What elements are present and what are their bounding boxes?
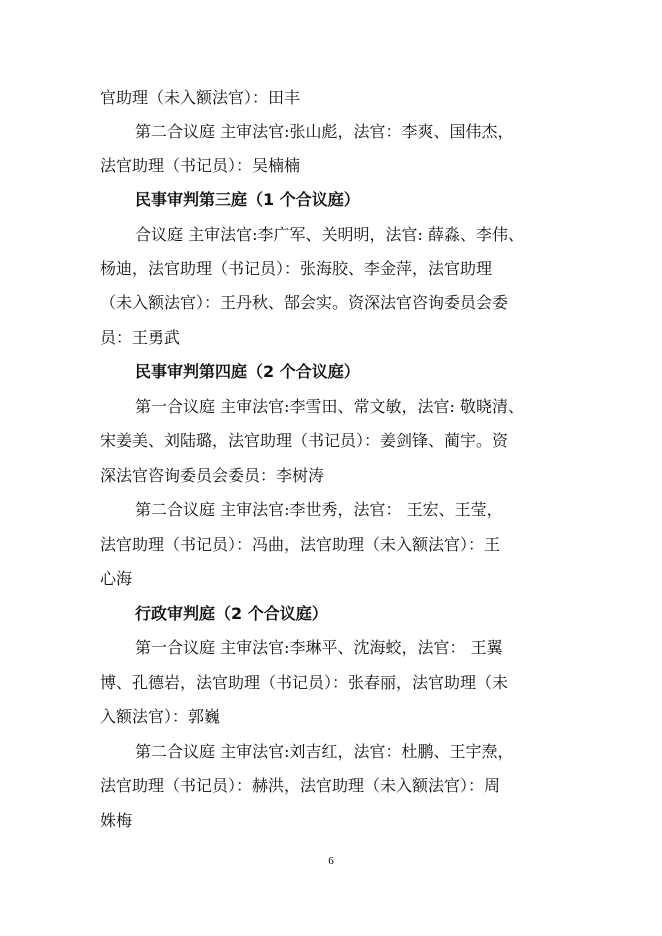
page-number: 6: [328, 855, 334, 867]
text-line: 博、孔德岩，法官助理（书记员）：张春丽，法官助理（未: [100, 673, 509, 692]
text-line: 法官助理（书记员）：赫洪，法官助理（未入额法官）：周: [100, 776, 501, 795]
text-line: 第二合议庭 主审法官:张山彪，法官：李爽、国伟杰，: [135, 122, 514, 141]
text-line: 法官助理（书记员）：冯曲，法官助理（未入额法官）：王: [100, 535, 501, 554]
text-line: 第一合议庭 主审法官:李琳平、沈海蛟，法官： 王翼: [135, 638, 503, 657]
text-line: （未入额法官）：王丹秋、郜会实。资深法官咨询委员会委: [100, 293, 509, 312]
text-line: 深法官咨询委员会委员：李树涛: [100, 466, 325, 485]
text-line: 员：王勇武: [100, 328, 181, 347]
text-line: 入额法官）：郭巍: [100, 707, 221, 726]
text-line: 官助理（未入额法官）：田丰: [100, 88, 301, 107]
text-line: 宋姜美、刘陆璐，法官助理（书记员）：姜剑锋、蔺宇。资: [100, 431, 509, 450]
text-line: 第一合议庭 主审法官:李雪田、常文敏，法官: 敬晓清、: [135, 397, 524, 416]
text-line: 合议庭 主审法官:李广军、关明明，法官: 薛淼、李伟、: [135, 225, 524, 244]
section-heading: 民事审判第四庭（2 个合议庭）: [135, 362, 360, 381]
section-heading: 民事审判第三庭（1 个合议庭）: [135, 190, 360, 209]
text-line: 心海: [100, 569, 133, 588]
text-line: 杨迪，法官助理（书记员）：张海胶、李金萍，法官助理: [100, 259, 493, 278]
text-line: 法官助理（书记员）：吴楠楠: [100, 156, 301, 175]
text-line: 姝梅: [100, 811, 133, 830]
text-line: 第二合议庭 主审法官:刘吉红，法官：杜鹏、王宇焘，: [135, 742, 514, 761]
section-heading: 行政审判庭（2 个合议庭）: [135, 604, 328, 623]
text-line: 第二合议庭 主审法官:李世秀，法官： 王宏、王莹，: [135, 500, 503, 519]
